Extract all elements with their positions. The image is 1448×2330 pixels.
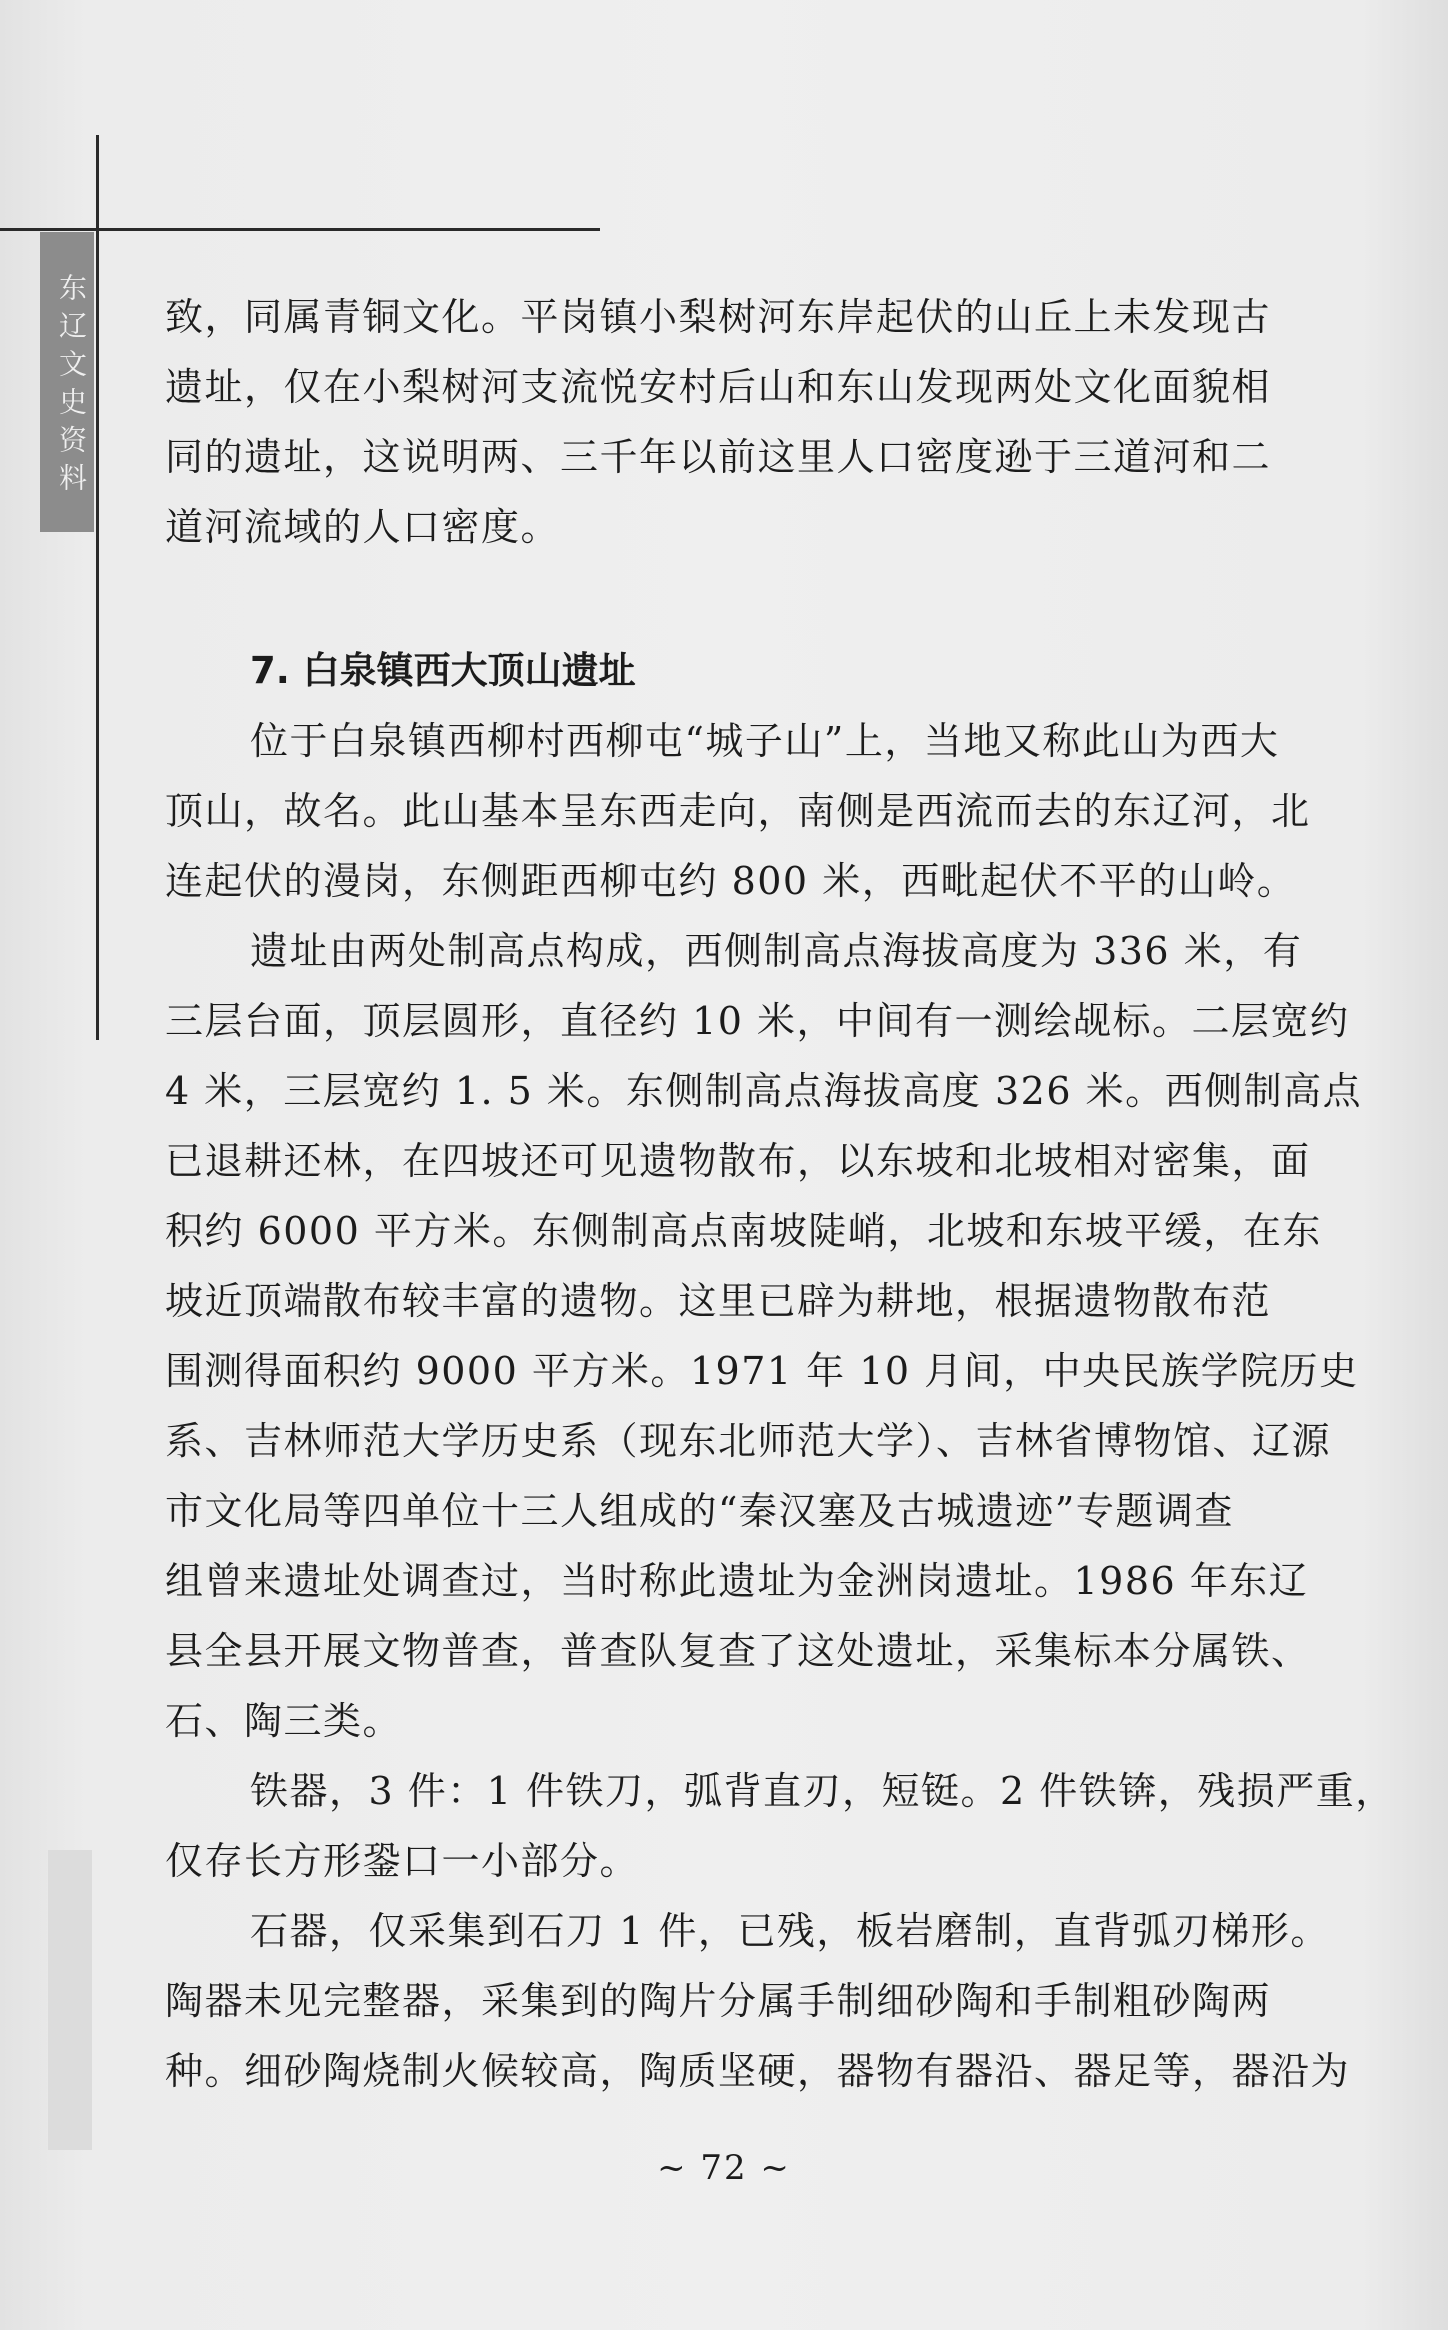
text-line: 积约 6000 平方米。东侧制高点南坡陡峭，北坡和东坡平缓，在东 [165, 1209, 1322, 1253]
page-body [165, 282, 1395, 2106]
text-line: 位于白泉镇西柳村西柳屯“城子山”上，当地又称此山为西大 [250, 719, 1280, 763]
paragraph-2 [165, 706, 1365, 916]
side-series-label: 东辽文史资料 [40, 232, 94, 532]
text-line: 系、吉林师范大学历史系（现东北师范大学）、吉林省博物馆、辽源 [165, 1419, 1332, 1463]
page-number: ~ 72 ~ [657, 2148, 791, 2188]
text-line: 仅存长方形銎口一小部分。 [165, 1839, 640, 1883]
text-line: 围测得面积约 9000 平方米。1971 年 10 月间，中央民族学院历史 [165, 1349, 1359, 1393]
text-line: 致，同属青铜文化。平岗镇小梨树河东岸起伏的山丘上未发现古 [165, 295, 1272, 339]
text-line: 4 米，三层宽约 1. 5 米。东侧制高点海拔高度 326 米。西侧制高点 [165, 1069, 1363, 1113]
text-line: 组曾来遗址处调查过，当时称此遗址为金洲岗遗址。1986 年东辽 [165, 1559, 1309, 1603]
text-line: 顶山，故名。此山基本呈东西走向，南侧是西流而去的东辽河，北 [165, 789, 1311, 833]
text-line: 连起伏的漫岗，东侧距西柳屯约 800 米，西毗起伏不平的山岭。 [165, 859, 1297, 903]
text-line: 石器，仅采集到石刀 1 件，已残，板岩磨制，直背弧刃梯形。 [250, 1909, 1330, 1953]
text-line: 市文化局等四单位十三人组成的“秦汉塞及古城遗迹”专题调查 [165, 1489, 1234, 1533]
text-line: 遗址，仅在小梨树河支流悦安村后山和东山发现两处文化面貌相 [165, 365, 1272, 409]
paragraph-5 [165, 1896, 1365, 2106]
text-line: 陶器未见完整器，采集到的陶片分属手制细砂陶和手制粗砂陶两 [165, 1979, 1272, 2023]
paragraph-3 [165, 916, 1365, 1756]
text-line: 坡近顶端散布较丰富的遗物。这里已辟为耕地，根据遗物散布范 [165, 1279, 1272, 1323]
margin-rule [96, 135, 99, 1040]
text-line: 石、陶三类。 [165, 1699, 403, 1743]
text-line: 遗址由两处制高点构成，西侧制高点海拔高度为 336 米，有 [250, 929, 1303, 973]
text-line: 种。细砂陶烧制火候较高，陶质坚硬，器物有器沿、器足等，器沿为 [165, 2049, 1351, 2093]
text-line: 道河流域的人口密度。 [165, 505, 561, 549]
text-line: 三层台面，顶层圆形，直径约 10 米，中间有一测绘觇标。二层宽约 [165, 999, 1350, 1043]
text-line: 同的遗址，这说明两、三千年以前这里人口密度逊于三道河和二 [165, 435, 1272, 479]
text-line: 县全县开展文物普查，普查队复查了这处遗址，采集标本分属铁、 [165, 1629, 1311, 1673]
header-rule [0, 228, 600, 231]
side-tab-bleedthrough [48, 1850, 92, 2150]
text-line: 已退耕还林，在四坡还可见遗物散布，以东坡和北坡相对密集，面 [165, 1139, 1311, 1183]
text-line: 铁器，3 件：1 件铁刀，弧背直刃，短铤。2 件铁锛，残损严重， [250, 1769, 1395, 1813]
section-heading: 7. 白泉镇西大顶山遗址 [250, 649, 636, 692]
paragraph-4 [165, 1756, 1395, 1896]
paragraph-1 [165, 282, 1365, 562]
